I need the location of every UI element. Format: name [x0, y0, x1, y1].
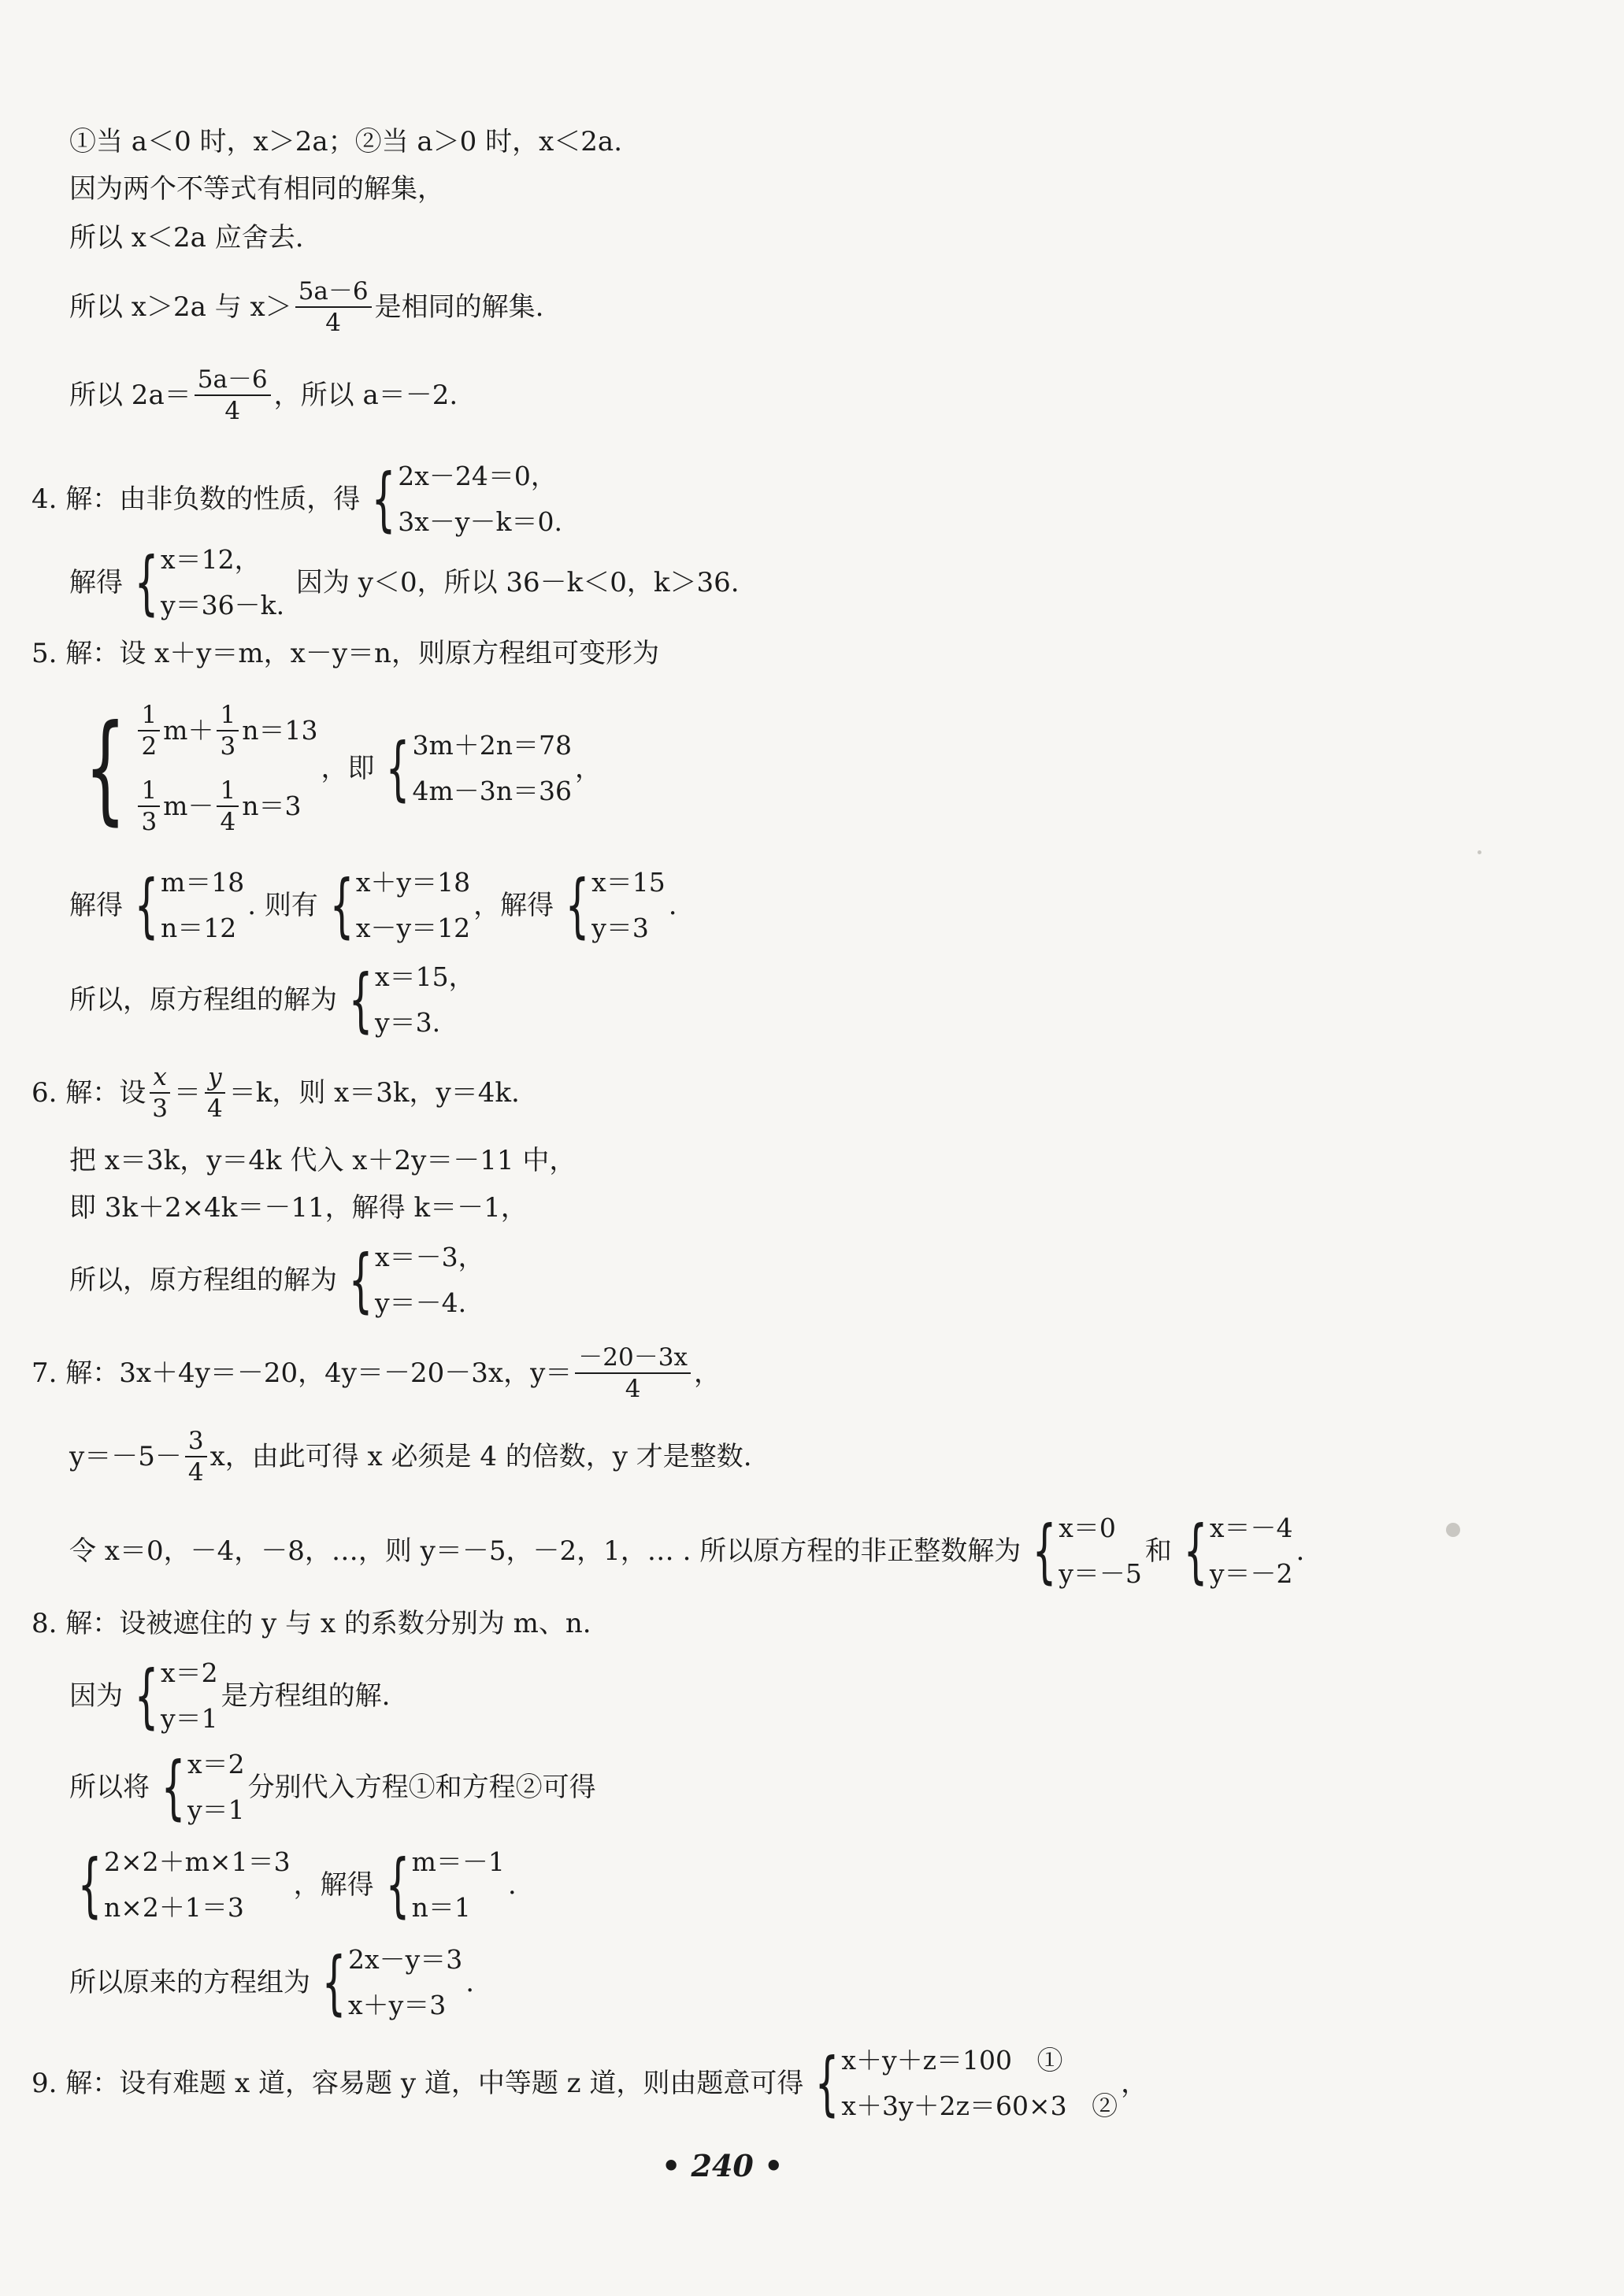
- q6-text: 即 3k＋2×4k＝－11，解得 k＝－1，: [69, 1192, 528, 1224]
- system-row: 4m－3n＝36: [412, 776, 572, 806]
- fraction: [138, 776, 160, 836]
- equation-system: [805, 2038, 1118, 2129]
- q5-text: .: [668, 890, 677, 921]
- q8-line-1: [32, 1606, 591, 1641]
- system-row: x＝15，: [375, 961, 475, 992]
- left-brace: {: [1032, 1510, 1057, 1591]
- term: n＝13: [242, 715, 318, 746]
- numerator: 1: [217, 701, 239, 731]
- left-brace: {: [134, 542, 159, 623]
- q6-text: 把 x＝3k，y＝4k 代入 x＋2y＝－11 中，: [69, 1145, 577, 1176]
- system-rows: [1210, 1505, 1293, 1597]
- q3-line-5: [69, 364, 458, 427]
- equation-system: [362, 454, 562, 545]
- q6-text: 所以，原方程组的解为: [69, 1265, 337, 1296]
- equation-system: [555, 860, 666, 951]
- q8-line-3: [69, 1740, 596, 1835]
- q3-text: 所以 2a＝: [69, 380, 191, 411]
- system-row: 2x－24＝0，: [398, 461, 557, 491]
- denominator: 4: [187, 1458, 204, 1487]
- term: m＋: [163, 715, 214, 746]
- q7-line-3: [69, 1504, 1304, 1598]
- denominator: 3: [141, 808, 158, 836]
- denominator: 3: [220, 732, 236, 761]
- system-rows: [398, 454, 562, 545]
- equation-system: [312, 1937, 462, 2028]
- system-rows: [104, 1839, 291, 1931]
- numerator: y: [205, 1063, 225, 1094]
- system-row: n＝12: [161, 913, 237, 943]
- q8-text: .: [507, 1869, 517, 1901]
- q5-line-1: [32, 636, 659, 671]
- system-row: n＝1: [411, 1892, 471, 1923]
- denominator: 3: [152, 1094, 168, 1123]
- system-rows: [356, 860, 470, 951]
- q5-text: 5. 解：设 x＋y＝m，x－y＝n，则原方程组可变形为: [32, 638, 659, 669]
- system-row: x＝15: [591, 867, 666, 898]
- q8-text: 8. 解：设被遮住的 y 与 x 的系数分别为 m、n.: [32, 1608, 591, 1639]
- q5-text: 所以，原方程组的解为: [69, 984, 337, 1016]
- q4-text: 因为 y＜0，所以 36－k＜0，k＞36.: [287, 567, 740, 598]
- system-row: [135, 768, 317, 844]
- system-row: 3x－y－k＝0.: [398, 506, 562, 537]
- q3-line-2: [69, 172, 444, 206]
- left-brace: {: [77, 1844, 102, 1925]
- system-row: x＝12，: [161, 544, 261, 575]
- q6-line-1: [32, 1060, 520, 1126]
- denominator: 4: [206, 1094, 223, 1123]
- numerator: 5a－6: [195, 365, 271, 396]
- left-brace: {: [371, 458, 396, 539]
- left-brace: {: [134, 1655, 159, 1736]
- numerator: 1: [138, 701, 160, 731]
- system-rows: [841, 2038, 1118, 2129]
- system-row: [135, 693, 317, 768]
- equation-system: [320, 860, 470, 951]
- q5-text: . 则有: [247, 890, 318, 921]
- system-row: y＝－2: [1209, 1558, 1293, 1589]
- system-row: y＝3.: [375, 1007, 441, 1038]
- equation-system: [339, 1235, 484, 1326]
- system-row: x－y＝12: [355, 913, 471, 943]
- system-row: x＋y＝18: [355, 867, 471, 898]
- q3-line-3: [69, 220, 304, 255]
- q3-text: ，所以 a＝－2.: [273, 380, 458, 411]
- left-brace: {: [348, 959, 373, 1040]
- q7-text: y＝－5－: [69, 1441, 182, 1472]
- system-row: x＝－4: [1209, 1513, 1293, 1543]
- system-row: y＝1: [161, 1703, 218, 1734]
- left-brace: {: [84, 700, 126, 837]
- numerator: 1: [217, 776, 239, 807]
- left-brace: {: [161, 1746, 186, 1828]
- left-brace: {: [321, 1942, 347, 2023]
- system-rows: [348, 1937, 462, 2028]
- q6-text: ＝k，则 x＝3k，y＝4k.: [228, 1077, 520, 1109]
- q8-line-2: [69, 1649, 390, 1743]
- q5-text: 解得: [69, 890, 123, 921]
- system-row: x＋y＝3: [348, 1990, 447, 2020]
- equation-system: [376, 723, 572, 814]
- equation-system: [376, 1839, 505, 1931]
- left-brace: {: [565, 865, 590, 946]
- system-row: 3m＋2n＝78: [412, 730, 572, 761]
- q9-text: ，: [1121, 2068, 1148, 2099]
- q3-line-4: [69, 276, 543, 339]
- system-row: y＝－5: [1059, 1558, 1142, 1589]
- q3-text: 是相同的解集.: [374, 291, 544, 323]
- q5-text: ，即: [321, 753, 375, 784]
- system-row: x＋3y＋2z＝60×3 ②: [841, 2090, 1118, 2121]
- system-rows: [412, 1839, 505, 1931]
- q8-text: .: [465, 1967, 475, 1998]
- q8-text: 分别代入方程①和方程②可得: [247, 1772, 596, 1803]
- system-row: y＝－4.: [375, 1287, 467, 1318]
- system-row: m＝－1: [411, 1846, 505, 1877]
- scan-speck: [1446, 1523, 1460, 1537]
- equation-system: [124, 860, 244, 951]
- q5-text: ，: [574, 753, 602, 784]
- system-row: x＝2: [187, 1749, 245, 1779]
- q5-text: ，解得: [473, 890, 554, 921]
- q8-text: 所以将: [69, 1772, 150, 1803]
- q9-line-1: [32, 2036, 1148, 2131]
- denominator: 4: [224, 397, 241, 425]
- fraction: [204, 1063, 226, 1123]
- q6-line-3: [69, 1191, 528, 1225]
- q9-text: 9. 解：设有难题 x 道，容易题 y 道，中等题 z 道，则由题意可得: [32, 2068, 804, 2099]
- q7-line-2: [69, 1424, 752, 1490]
- fraction: [217, 701, 239, 761]
- q7-line-1: [32, 1340, 721, 1406]
- system-row: x＝2: [161, 1657, 218, 1688]
- term: n＝3: [242, 791, 302, 821]
- equation-system: [339, 954, 475, 1046]
- q4-line-1: [32, 452, 565, 546]
- fraction: [217, 776, 239, 836]
- system-rows: [161, 1650, 218, 1742]
- system-rows: [135, 693, 317, 844]
- q5-line-3: [69, 858, 677, 953]
- q8-line-5: [69, 1935, 474, 2030]
- equation-system: [68, 1839, 291, 1931]
- q3-text: 所以 x＜2a 应舍去.: [69, 222, 304, 254]
- q3-text: 所以 x＞2a 与 x＞: [69, 291, 292, 323]
- q4-line-2: [69, 535, 740, 630]
- left-brace: {: [348, 1239, 373, 1320]
- system-rows: [161, 537, 284, 628]
- fraction: [195, 365, 271, 425]
- denominator: 4: [220, 808, 236, 836]
- q5-line-4: [69, 953, 478, 1047]
- system-row: x＝0: [1059, 1513, 1116, 1543]
- system-row: y＝36－k.: [161, 590, 285, 620]
- q7-text: 和: [1144, 1535, 1172, 1567]
- q3-text: ①当 a＜0 时，x＞2a；②当 a＞0 时，x＜2a.: [69, 126, 622, 157]
- numerator: x: [150, 1063, 169, 1094]
- q8-text: 是方程组的解.: [221, 1680, 391, 1712]
- system-row: y＝1: [187, 1794, 245, 1825]
- equation-system: [151, 1742, 245, 1833]
- system-row: x＝－3，: [375, 1242, 484, 1272]
- q7-text: ，: [693, 1357, 721, 1389]
- q8-line-4: [66, 1838, 517, 1932]
- left-brace: {: [386, 728, 410, 809]
- system-row: 2×2＋m×1＝3: [104, 1846, 291, 1877]
- system-row: 2x－y＝3: [348, 1944, 463, 1975]
- left-brace: {: [814, 2042, 840, 2124]
- equation-system: [124, 537, 284, 628]
- fraction: [185, 1427, 207, 1487]
- left-brace: {: [134, 865, 159, 946]
- q3-text: 因为两个不等式有相同的解集，: [69, 173, 444, 205]
- equation-system: [1022, 1505, 1142, 1597]
- system-rows: [591, 860, 666, 951]
- system-row: m＝18: [161, 867, 245, 898]
- equation-system: [1174, 1505, 1293, 1597]
- fraction: [149, 1063, 171, 1123]
- q4-text: 解得: [69, 567, 123, 598]
- q7-text: 7. 解：3x＋4y＝－20，4y＝－20－3x，y＝: [32, 1357, 573, 1389]
- q7-text: .: [1296, 1535, 1305, 1567]
- system-rows: [375, 954, 475, 1046]
- numerator: －20－3x: [575, 1343, 691, 1374]
- numerator: 3: [185, 1427, 207, 1457]
- equation-system: [68, 693, 317, 844]
- system-rows: [161, 860, 244, 951]
- left-brace: {: [1183, 1510, 1208, 1591]
- page-number: • 240 •: [662, 2148, 784, 2183]
- q5-line-2: [66, 682, 602, 855]
- left-brace: {: [329, 865, 354, 946]
- numerator: 5a－6: [295, 277, 372, 308]
- system-row: y＝3: [591, 913, 649, 943]
- system-rows: [412, 723, 572, 814]
- fraction: [138, 701, 160, 761]
- fraction: [575, 1343, 691, 1403]
- system-row: x＋y＋z＝100 ①: [841, 2045, 1063, 2076]
- q3-line-1: [69, 124, 622, 159]
- q6-line-4: [69, 1233, 488, 1328]
- equation-system: [124, 1650, 218, 1742]
- fraction: [295, 277, 372, 337]
- numerator: 1: [138, 776, 160, 807]
- q8-text: ，解得: [293, 1869, 374, 1901]
- denominator: 4: [325, 309, 342, 337]
- denominator: 4: [625, 1375, 641, 1403]
- system-row: n×2＋1＝3: [104, 1892, 244, 1923]
- q7-text: x，由此可得 x 必须是 4 的倍数，y 才是整数.: [209, 1441, 752, 1472]
- q6-text: ＝: [173, 1077, 201, 1109]
- q8-text: 因为: [69, 1680, 123, 1712]
- q8-text: 所以原来的方程组为: [69, 1967, 310, 1998]
- q4-text: 4. 解：由非负数的性质，得: [32, 483, 361, 515]
- system-rows: [1059, 1505, 1142, 1597]
- denominator: 2: [141, 732, 158, 761]
- q6-line-2: [69, 1143, 576, 1178]
- term: m－: [163, 791, 214, 821]
- scan-speck: [1478, 850, 1481, 854]
- q7-text: 令 x＝0，－4，－8，…，则 y＝－5，－2，1，… . 所以原方程的非正整数解为: [69, 1535, 1021, 1567]
- q6-text: 6. 解：设: [32, 1077, 146, 1109]
- system-rows: [375, 1235, 484, 1326]
- left-brace: {: [385, 1844, 410, 1925]
- system-rows: [187, 1742, 245, 1833]
